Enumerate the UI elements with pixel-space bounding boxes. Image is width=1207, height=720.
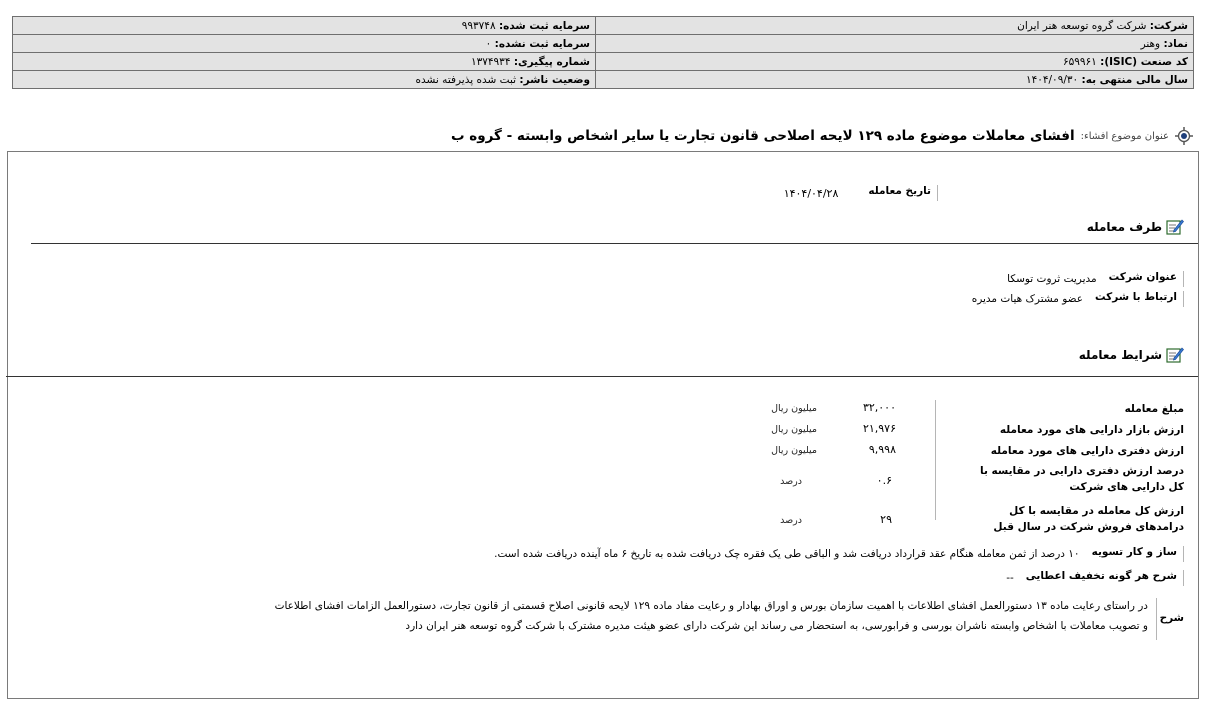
symbol-value: وهنر	[1140, 37, 1161, 50]
info-row	[13, 53, 1194, 71]
terms-section-title: شرایط معامله	[1078, 347, 1162, 362]
info-row	[13, 71, 1194, 89]
transaction-date-label: تاریخ معامله	[862, 185, 938, 201]
term-label: مبلغ معامله	[1124, 403, 1184, 415]
isic-value: ۶۵۹۹۶۱	[1062, 55, 1097, 68]
counterparty-company-value: مدیریت ثروت توسکا	[1007, 273, 1097, 285]
term-label: ارزش دفتری دارایی های مورد معامله	[990, 445, 1184, 457]
counterparty-company-label: عنوان شرکت	[1103, 271, 1184, 287]
disclosure-panel	[7, 151, 1199, 699]
company-info-table	[12, 16, 1194, 89]
term-value: ۳۲,۰۰۰	[862, 401, 896, 414]
info-row	[13, 35, 1194, 53]
term-label: ارزش بازار دارایی های مورد معامله	[999, 424, 1184, 436]
subject-label: عنوان موضوع افشاء:	[1080, 130, 1169, 142]
target-bullet-icon	[1175, 127, 1193, 145]
tracking-number-label: شماره پیگیری:	[513, 55, 590, 68]
term-unit: میلیون ریال	[771, 424, 817, 435]
transaction-date-value: ۱۴۰۴/۰۴/۲۸	[783, 186, 839, 200]
counterparty-company-row	[1007, 271, 1184, 287]
discount-row	[1006, 570, 1184, 586]
term-label: درصد ارزش دفتری دارایی در مقایسه با کل دارایی های شرکت	[980, 465, 1184, 493]
counterparty-section-title: طرف معامله	[1086, 219, 1162, 234]
term-unit: درصد	[780, 515, 802, 526]
symbol-label: نماد:	[1163, 37, 1188, 50]
fiscal-year-value: ۱۴۰۴/۰۹/۳۰	[1025, 73, 1079, 86]
tracking-number-value: ۱۳۷۴۹۳۴	[470, 55, 511, 68]
unregistered-capital-label: سرمایه ثبت نشده:	[494, 37, 590, 50]
counterparty-section-header	[1087, 218, 1184, 235]
section-divider	[31, 243, 1198, 244]
term-label: ارزش کل معامله در مقایسه با کل درامدهای فروش شرکت در سال قبل	[993, 505, 1184, 533]
counterparty-relation-label: ارتباط با شرکت	[1089, 291, 1184, 307]
registered-capital-value: ۹۹۳۷۴۸	[461, 19, 496, 32]
term-unit: میلیون ریال	[771, 403, 817, 414]
registered-capital-label: سرمایه ثبت شده:	[498, 19, 590, 32]
label-separator	[935, 400, 936, 520]
term-value: ۲۱,۹۷۶	[862, 422, 896, 435]
unregistered-capital-value: ۰	[485, 37, 492, 50]
subject-title: افشای معاملات موضوع ماده ۱۲۹ لایحه اصلاحی قانون تجارت یا سایر اشخاص وابسته - گروه ب	[451, 128, 1075, 144]
section-divider	[6, 376, 1198, 377]
term-value: ۹,۹۹۸	[868, 443, 896, 456]
term-unit: درصد	[780, 476, 802, 487]
counterparty-relation-row	[972, 291, 1184, 307]
terms-section-header	[1079, 346, 1184, 363]
term-unit: میلیون ریال	[771, 445, 817, 456]
counterparty-relation-value: عضو مشترک هیات مدیره	[971, 293, 1083, 305]
publisher-status-value: ثبت شده پذیرفته نشده	[415, 73, 517, 86]
transaction-date-row	[784, 185, 938, 201]
settlement-label: ساز و کار تسویه	[1086, 546, 1184, 562]
edit-form-icon	[1166, 346, 1184, 363]
term-value: ۲۹	[880, 513, 892, 526]
publisher-status-label: وضعیت ناشر:	[519, 73, 590, 86]
company-value: شرکت گروه توسعه هنر ایران	[1017, 19, 1147, 32]
disclosure-subject	[14, 125, 1193, 147]
label-separator	[1156, 598, 1157, 640]
company-label: شرکت:	[1149, 19, 1188, 32]
discount-label: شرح هر گونه تخفیف اعطایی	[1020, 570, 1184, 586]
fiscal-year-label: سال مالی منتهی به:	[1081, 73, 1188, 86]
isic-label: کد صنعت (ISIC):	[1100, 55, 1188, 68]
description-label: شرح	[1159, 612, 1184, 624]
settlement-row	[494, 546, 1184, 562]
info-row	[13, 17, 1194, 35]
discount-value: --	[1006, 572, 1014, 584]
term-value: ۰.۶	[876, 474, 892, 487]
description-line: و تصویب معاملات با اشخاص وابسته ناشران بورسی و فرابورسی، به استحضار می رساند این شرکت دارای عضو هیئت مدیره مشترک با شرکت گروه توسعه هنر ایران دارد	[405, 620, 1148, 632]
edit-form-icon	[1166, 218, 1184, 235]
settlement-value: ۱۰ درصد از ثمن معامله هنگام عقد قرارداد دریافت شد و الباقی طی یک فقره چک دریافت شده به تاریخ ۶ ماه آینده دریافت شده است.	[494, 548, 1080, 560]
description-line: در راستای رعایت ماده ۱۳ دستورالعمل افشای اطلاعات با اهمیت سازمان بورس و اوراق بهادار و رعایت مفاد ماده ۱۲۹ لایحه قانونی اصلاح قسمتی از قانون تجارت، دستورالعمل الزامات افشای اطلاعات	[274, 600, 1148, 612]
